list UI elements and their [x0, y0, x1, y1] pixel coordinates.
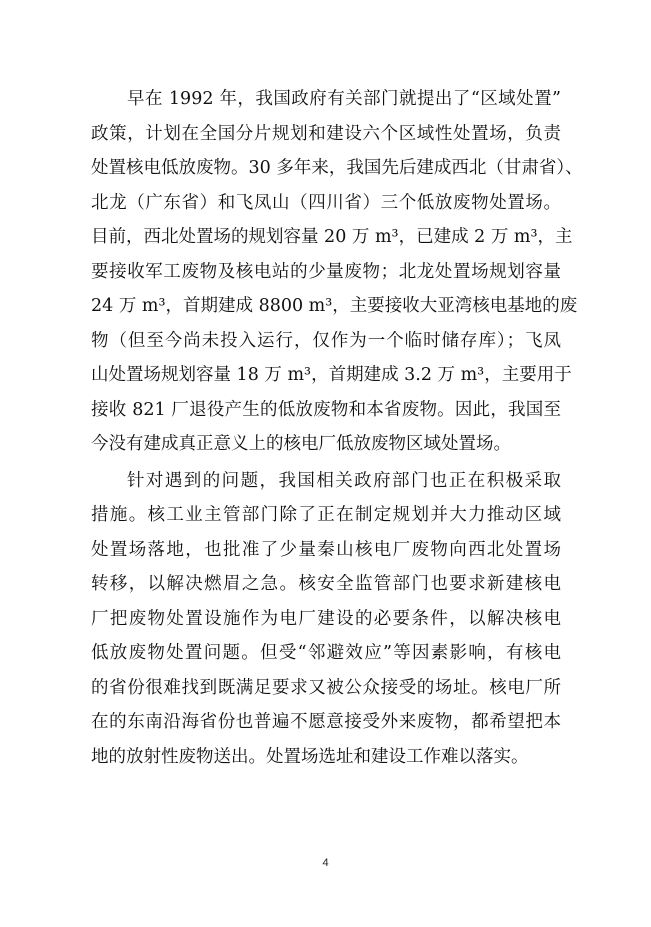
paragraph-line: 北龙（广东省）和飞凤山（四川省）三个低放废物处置场。	[91, 192, 561, 213]
paragraph-line: 政策，计划在全国分片规划和建设六个区域性处置场，负责	[91, 123, 561, 144]
body-text	[91, 82, 583, 774]
paragraph-line: 早在 1992 年，我国政府有关部门就提出了“区域处置”	[127, 89, 561, 109]
paragraph-line: 低放废物处置问题。但受“邻避效应”等因素影响，有核电	[91, 643, 561, 663]
paragraph-line: 山处置场规划容量 18 万 m³，首期建成 3.2 万 m³，主要用于	[91, 365, 572, 385]
paragraph-line: 转移，以解决燃眉之急。核安全监管部门也要求新建核电	[91, 574, 561, 594]
paragraph-line: 物（但至今尚未投入运行，仅作为一个临时储存库）；飞凤	[91, 330, 561, 351]
paragraph-line: 接收 821 厂退役产生的低放废物和本省废物。因此，我国至	[91, 399, 561, 420]
page-number: 4	[322, 857, 329, 869]
paragraph-line: 的省份很难找到既满足要求又被公众接受的场址。核电厂所	[91, 677, 561, 698]
paragraph-line: 厂把废物处置设施作为电厂建设的必要条件，以解决核电	[91, 608, 561, 629]
paragraph-line: 处置核电低放废物。30 多年来，我国先后建成西北（甘肃省）、	[91, 158, 583, 178]
paragraph-line: 针对遇到的问题，我国相关政府部门也正在积极采取	[127, 470, 561, 491]
paragraph-line: 措施。核工业主管部门除了正在制定规划并大力推动区域	[91, 505, 561, 525]
paragraph-line: 要接收军工废物及核电站的少量废物；北龙处置场规划容量	[91, 261, 561, 282]
paragraph-line: 24 万 m³，首期建成 8800 m³，主要接收大亚湾核电基地的废	[91, 296, 578, 316]
paragraph-1	[91, 82, 583, 462]
paragraph-line: 处置场落地，也批准了少量秦山核电厂废物向西北处置场	[91, 539, 561, 560]
paragraph-line: 在的东南沿海省份也普遍不愿意接受外来废物，都希望把本	[91, 712, 561, 732]
paragraph-line: 目前，西北处置场的规划容量 20 万 m³，已建成 2 万 m³，主	[91, 227, 573, 247]
paragraph-line: 地的放射性废物送出。处置场选址和建设工作难以落实。	[91, 746, 529, 767]
paragraph-2	[91, 464, 561, 775]
paragraph-line: 今没有建成真正意义上的核电厂低放废物区域处置场。	[91, 434, 511, 454]
